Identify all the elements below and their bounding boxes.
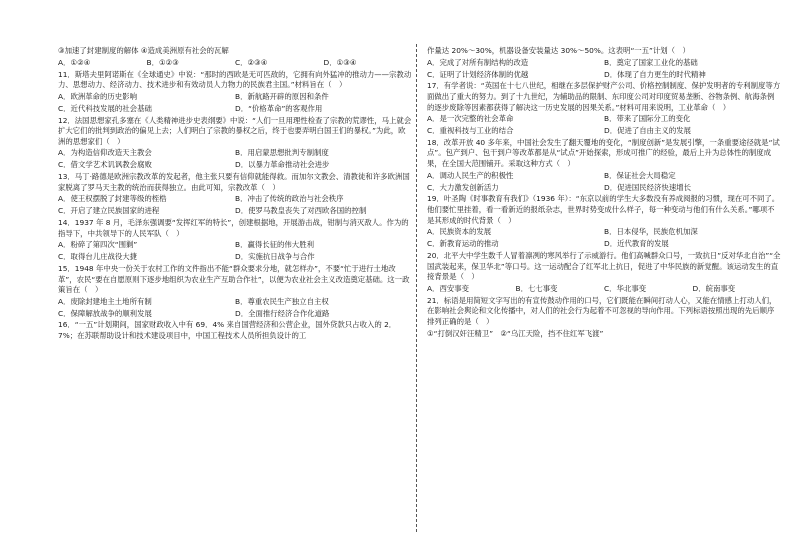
question-text: 20．北平大中学生数千人冒着凛冽的寒风举行了示威游行。他们高喊群众口号，一致抗日”反对华北自治”“全国武装起来，保卫华北”等口号。这一运动配合了红军北上抗日，促进了中华民族的新觉醒。该运动发生的直接背景是（ ） — [427, 250, 781, 282]
answer-option: A．①②④ — [58, 57, 91, 67]
left-column — [58, 46, 412, 343]
answer-options-row — [427, 114, 781, 125]
answer-option: C．重视科技与工业的结合 — [427, 126, 514, 136]
question-text: 19．叶圣陶《时事教育有我们》（1936 年）：“东京以前的学生大多数没有养成阅报的习惯，现在可不同了。他们要忙里挂着，看一看新近的报纸杂志，世界时势变成什么样子，每一种变动与他们有什么关系。”哪项不是其形成的时代背景（ ） — [427, 194, 780, 225]
question-text: 21．标语是用简短文字写出的有宣传鼓动作用的口号，它们既能在瞬间打动人心，又能在情感上打动人们，在影响社会舆论和文化传播中，对人们的社会行为起着不可忽视的导向作用。下列标语按照出现的先后顺序排列正确的是（ ） — [427, 295, 777, 326]
question-text: 18．改革开放 40 多年来，中国社会发生了翻天覆地的变化，“制度创新”是发展引擎，一条重要途径就是“试点”。包产到户、包干到户等改革都是从“试点”开始探索，形成可推广的经验，最后上升为总体性的制度成果，在全国大范围铺开。采取这种方式（ ） — [427, 137, 780, 169]
question-text: 作量达 20%～30%，机器设备安装量达 30%～50%。这表明“一五”计划（ ） — [427, 46, 690, 55]
question-text: 13．马丁·路德是欧洲宗教改革的发起者，他主张只要有信仰就能得救。而加尔文教会、清教徒和许多欧洲国家脱离了罗马天主教的统治而获得独立。由此可知，宗教改革（ ） — [58, 172, 410, 192]
question-text: 11．斯塔夫里阿诺斯在《全球通史》中说：“那时的西欧是无可匹敌的，它拥有向外猛冲的推动力——宗教动力、思想动力、经济动力、技术进步和有效动员人力物力的民族君主国。”材料旨在（ ） — [58, 69, 412, 90]
answer-option: A．西安事变 — [427, 283, 470, 293]
answer-option: A．完成了对所有制结构的改造 — [427, 57, 529, 67]
answer-option: B．新航路开辟的原因和条件 — [235, 91, 329, 101]
answer-option: D．使罗马教皇丧失了对西欧各国的控制 — [235, 206, 367, 216]
answer-options-row — [427, 58, 781, 69]
answer-option: C．开启了建立民族国家的进程 — [58, 206, 160, 216]
answer-option: D．实施抗日战争与合作 — [235, 252, 315, 262]
answer-option: C．借文学艺术讥讽教会腐败 — [58, 160, 152, 170]
answer-option: A．粉碎了第四次“围剿” — [58, 240, 138, 250]
answer-option: A．欧洲革命的历史影响 — [58, 91, 137, 101]
answer-option: C．大力激发创新活力 — [427, 182, 499, 192]
question-text: 15．1948 年中央一份关于农村工作的文件指出不能“群众要求分地，就怎样办”，不要“忙于进行土地改革”，农民“要在自愿原则下逐步地组织为农业生产互助合作社”，以便为农业社会主义改造奠定基础。这一政策旨在（ ） — [58, 263, 410, 295]
answer-option: B．奠定了国家工业化的基础 — [604, 57, 698, 67]
answer-option: A．调动人民生产的积极性 — [427, 170, 514, 180]
question-text: ①“打倒汉奸汪精卫” ②“乌江天险，挡不住红军飞渡” — [427, 328, 604, 338]
answer-option: A．废除封建地主土地所有制 — [58, 296, 152, 306]
answer-option: B．日本侵华，民族危机加深 — [604, 227, 698, 237]
answer-option: D．①③④ — [323, 57, 357, 67]
answer-options-row — [58, 309, 412, 320]
answer-option: C．近代科技发展的社会基础 — [58, 103, 152, 113]
answer-options-row — [58, 148, 412, 159]
answer-option: C．华北事变 — [604, 283, 647, 293]
answer-option: A．是一次完整的社会革命 — [427, 114, 514, 124]
answer-option: B．尊重农民生产独立自主权 — [235, 296, 329, 306]
answer-option: C．新教育运动的推动 — [427, 239, 499, 249]
answer-option: C．证明了计划经济体制的优越 — [427, 69, 529, 79]
answer-options-row — [58, 206, 412, 217]
answer-option: A．使王权摆脱了封建等级的桎梏 — [58, 194, 167, 204]
answer-option: D．体现了自力更生的时代精神 — [604, 69, 706, 79]
question-text: 14．1937 年 8 月，毛泽东强调要“发挥红军的特长”，创建根据地，开展游击战，钳制与消灭敌人。作为的指导下，中共领导下的人民军队（ ） — [58, 217, 409, 238]
answer-option: B．冲击了传统的政治与社会秩序 — [235, 194, 344, 204]
answer-options-row — [58, 194, 412, 205]
question-text: 12．法国思想家孔多塞在《人类精神进步史表纲要》中说：“人们一旦用理性检查了宗教的荒谬性，马上就会扩大它们的批判到政治的偏见上去；人们明白了宗教的暴权之后，终于也要弄明白国王们的暴权。”为此，欧洲的思想家们（ ） — [58, 115, 412, 146]
answer-options-row — [58, 297, 412, 308]
answer-option: B．七七事变 — [515, 283, 558, 293]
answer-option: A．为构造信仰改造天主教会 — [58, 148, 152, 158]
answer-options-row — [427, 126, 781, 137]
answer-options-row — [427, 183, 781, 194]
answer-options-row — [58, 240, 412, 251]
answer-options-row — [427, 70, 781, 81]
answer-option: C．保障解放战争的顺利发展 — [58, 308, 152, 318]
answer-option: D．促进国民经济快速增长 — [604, 182, 691, 192]
right-column — [427, 46, 781, 340]
answer-option: D．促进了自由主义的发展 — [604, 126, 691, 136]
answer-option: B．①②③ — [146, 57, 179, 67]
answer-option: B．带来了国际分工的变化 — [604, 114, 691, 124]
answer-option: D．近代教育的发展 — [604, 239, 669, 249]
answer-option: D．全面推行经济合作化道路 — [235, 308, 330, 318]
answer-option: C．取得台儿庄战役大捷 — [58, 252, 138, 262]
answer-options-row — [58, 92, 412, 103]
answer-options-row — [58, 104, 412, 115]
answer-option: A．民族资本的发展 — [427, 227, 492, 237]
answer-options-row — [427, 284, 781, 295]
answer-options-row — [427, 171, 781, 182]
answer-option: D．以暴力革命推动社会进步 — [235, 160, 330, 170]
answer-options-row — [427, 239, 781, 250]
answer-options-row — [58, 160, 412, 171]
answer-option: B．保证社会大局稳定 — [604, 170, 676, 180]
column-divider — [416, 44, 417, 532]
answer-option: C．②③④ — [235, 57, 268, 67]
answer-options-row — [427, 227, 781, 238]
answer-options-row — [58, 58, 412, 69]
question-text: ③加速了封建制度的解体 ④造成美洲原有社会的瓦解 — [58, 46, 229, 55]
answer-option: D．“价格革命”的客观作用 — [235, 103, 323, 113]
answer-options-row — [58, 252, 412, 263]
answer-option: B．用启蒙思想批判专制制度 — [235, 148, 329, 158]
answer-option: B．赢得长征的伟大胜利 — [235, 240, 314, 250]
answer-option: D．皖南事变 — [692, 283, 736, 293]
question-text: 17．有学者说：“英国在十七八世纪，相继在多层保护财产公司、价格控制制度、保护发明者的专利制度等方面做出了重大的努力。到了十九世纪，为辅助品的限制、东印度公司对印度贸易垄断、谷物条例、航海条例的逐步废除等因素都获得了解决这一历史发展的因果关系。”材料可用来说明，工业革命（ ） — [427, 81, 781, 112]
question-text: 16．“一五”计划期间，国家财政收入中有 69．4% 来自国营经济和公营企业，国外贷款只占收入的 2．7%；在苏联帮助设计和技术建设项目中，中国工程技术人员所担负设计的工 — [58, 320, 397, 341]
